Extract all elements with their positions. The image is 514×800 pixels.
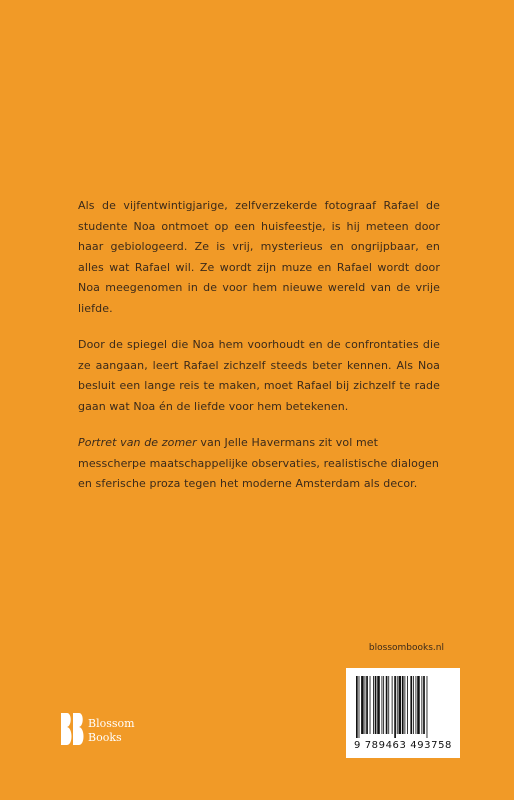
barcode-bar [394, 676, 396, 738]
barcode-bars [356, 676, 450, 738]
barcode-bar [375, 676, 377, 734]
barcode-bar [397, 676, 398, 734]
barcode-bar [382, 676, 383, 734]
publisher-name-line-1: Blossom [88, 717, 135, 730]
barcode-bar [423, 676, 425, 734]
publisher-url: blossombooks.nl [368, 643, 444, 653]
isbn-number: 9 789463 493758 [353, 740, 453, 751]
barcode-bar [366, 676, 368, 734]
barcode-bar [386, 676, 388, 734]
barcode-bar [421, 676, 422, 734]
blurb-paragraph-1: Als de vijfentwintigjarige, zelfverzekerde fotograaf Rafael de studente Noa ontmoet op een huisfeestje, is hij meteen door haar gebiologeerd. Ze is vrij, mysterieus en ongrijpbaar, en alles wat Rafael wil. Ze wordt zijn muze en Rafael wordt door Noa meegenomen in de voor hem nieuwe wereld van de vrije liefde. [78, 199, 440, 315]
blurb-paragraph-3-text: van Jelle Havermans zit vol met messcherpe maatschappelijke observaties, realistische dialogen en sferische proza tegen het moderne Amsterdam als decor. [78, 436, 439, 490]
barcode-bar [356, 676, 358, 738]
barcode-bar [388, 676, 389, 734]
blurb-paragraph-3 [78, 433, 440, 495]
barcode-bar [359, 676, 360, 738]
barcode [346, 668, 460, 758]
publisher-name [88, 717, 135, 745]
barcode-bar [373, 676, 374, 734]
double-b-logo-icon [60, 712, 86, 746]
publisher-name-line-2: Books [88, 731, 122, 744]
barcode-bar [392, 676, 393, 734]
barcode-bar [370, 676, 371, 734]
barcode-bar [416, 676, 417, 734]
blurb-paragraph-2: Door de spiegel die Noa hem voorhoudt en de confrontaties die ze aangaan, leert Rafael zichzelf steeds beter kennen. Als Noa besluit een lange reis te maken, moet Rafael bij zichzelf te rade gaan wat Noa én de liefde voor hem betekenen. [78, 338, 440, 413]
back-cover-blurb [78, 196, 440, 511]
barcode-bar [427, 676, 428, 738]
barcode-bar [383, 676, 384, 734]
barcode-bar [365, 676, 366, 734]
barcode-bar [402, 676, 404, 734]
barcode-bar [410, 676, 412, 734]
barcode-bar [399, 676, 402, 734]
barcode-bar [377, 676, 380, 734]
barcode-bar [361, 676, 364, 734]
barcode-bar [413, 676, 414, 734]
book-title-italic: Portret van de zomer [78, 436, 197, 449]
barcode-bar [407, 676, 408, 734]
barcode-bar [404, 676, 405, 734]
publisher-logo [60, 712, 180, 752]
barcode-bar [417, 676, 420, 734]
